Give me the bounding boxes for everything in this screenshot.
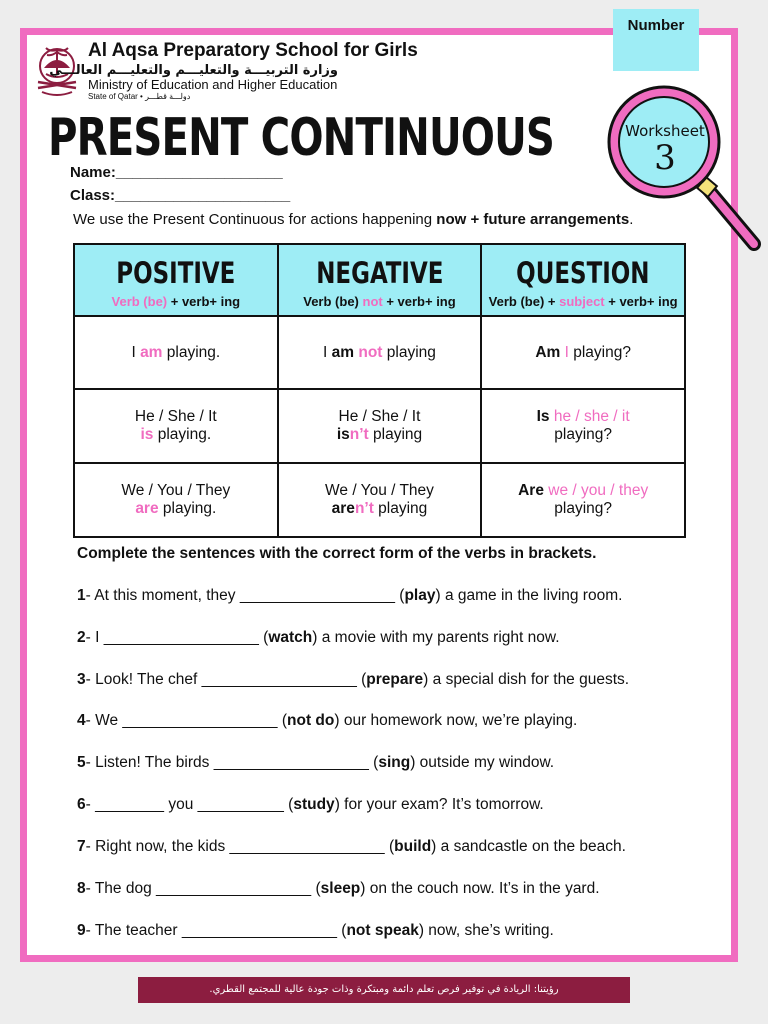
question-item[interactable] [77, 754, 554, 772]
cell-text: I [131, 343, 141, 361]
cell-text: + verb+ ing [382, 293, 456, 309]
question-text: ) for your exam? It’s tomorrow. [334, 796, 544, 813]
cell-text: playing? [554, 500, 613, 517]
question-number: 4 [77, 712, 86, 729]
school-name: Al Aqsa Preparatory School for Girls [88, 40, 418, 61]
negative-header-cell [278, 244, 482, 316]
question-text: ) a special dish for the guests. [423, 671, 630, 688]
cell-text: We / You / They [325, 482, 434, 499]
question-number: 9 [77, 922, 86, 939]
question-number: 7 [77, 838, 86, 855]
cell-text: is [336, 426, 350, 443]
cell-text: playing? [568, 343, 631, 361]
question-text: ) now, she’s writing. [418, 922, 554, 939]
cell-text: is [140, 426, 154, 443]
table-row [74, 316, 685, 389]
question-text: - I __________________ ( [85, 629, 269, 646]
cell-text: playing [373, 500, 428, 517]
question-verb: sleep [320, 880, 361, 897]
question-header-cell [481, 244, 685, 316]
question-text: ) a game in the living room. [435, 587, 623, 604]
footer-banner: رؤيتنا: الريادة في توفير فرص تعلم دائمة ومبتكرة وذات جودة عالية للمجتمع القطري. [138, 977, 630, 1003]
positive-heading: POSITIVE [116, 255, 236, 290]
number-box [613, 9, 699, 71]
question-text: - At this moment, they __________________ ( [85, 587, 405, 604]
cell-text: n’t [349, 426, 369, 443]
state-label: State of Qatar • دولـــة قطـــر [88, 92, 191, 101]
table-cell [74, 463, 278, 537]
cell-text: am [140, 343, 163, 361]
question-heading: QUESTION [516, 255, 650, 290]
table-cell [74, 389, 278, 463]
cell-text: he / she / it [549, 408, 630, 425]
cell-text: I [560, 343, 569, 361]
table-cell [481, 389, 685, 463]
cell-text: + verb+ ing [604, 293, 678, 309]
cell-text: Are [518, 482, 544, 499]
positive-header-cell [74, 244, 278, 316]
cell-text: We / You / They [121, 482, 231, 499]
question-verb: build [394, 838, 432, 855]
question-verb: sing [378, 754, 411, 771]
question-item[interactable] [77, 629, 560, 647]
question-text: ) our homework now, we’re playing. [334, 712, 578, 729]
question-verb: play [404, 587, 436, 604]
ministry-name-english: Ministry of Education and Higher Education [88, 77, 338, 92]
question-item[interactable] [77, 880, 600, 898]
question-text: - The teacher __________________ ( [85, 922, 347, 939]
table-header-row [74, 244, 685, 316]
cell-text: we / you / they [543, 482, 649, 499]
question-number: 8 [77, 880, 86, 897]
question-text: ) outside my window. [410, 754, 555, 771]
intro-text-plain: We use the Present Continuous for actions happening [73, 211, 437, 228]
question-verb: watch [268, 629, 313, 646]
question-verb: not do [287, 712, 335, 729]
cell-text: playing [368, 426, 423, 443]
question-item[interactable] [77, 838, 626, 856]
question-text: - Listen! The birds __________________ ( [85, 754, 379, 771]
question-text: - The dog __________________ ( [85, 880, 321, 897]
class-field[interactable]: Class:_____________________ [70, 187, 291, 204]
number-label: Number [627, 17, 685, 34]
question-item[interactable] [77, 922, 554, 940]
question-item[interactable] [77, 796, 544, 814]
cell-text: are [135, 500, 159, 517]
question-text: ) a movie with my parents right now. [312, 629, 560, 646]
question-rule [486, 294, 680, 309]
worksheet-title: PRESENT CONTINUOUS [48, 108, 555, 168]
ministry-name-arabic: وزارة التربيـــة والتعليـــم والتعليـــم العالـــي [49, 63, 338, 78]
question-text: ) a sandcastle on the beach. [431, 838, 626, 855]
table-cell [278, 463, 482, 537]
task-instruction: Complete the sentences with the correct form of the verbs in brackets. [77, 545, 597, 562]
grammar-table [73, 243, 686, 538]
cell-text: I [323, 343, 332, 361]
table-row [74, 463, 685, 537]
cell-text: Is [536, 408, 550, 425]
question-verb: not speak [346, 922, 419, 939]
question-number: 1 [77, 587, 86, 604]
cell-text: He / She / It [338, 408, 421, 425]
table-cell [278, 316, 482, 389]
question-text: - ________ you __________ ( [85, 796, 294, 813]
intro-text [73, 211, 633, 228]
positive-rule [79, 294, 273, 309]
cell-text: Verb (be) + [488, 293, 560, 309]
cell-text: Am [535, 343, 561, 361]
worksheet-badge-number: 3 [654, 138, 676, 178]
question-number: 3 [77, 671, 86, 688]
question-number: 5 [77, 754, 86, 771]
table-cell [481, 316, 685, 389]
worksheet-badge-label: Worksheet [625, 122, 705, 140]
cell-text: playing. [162, 343, 221, 361]
cell-text: not [362, 293, 383, 309]
question-text: - Right now, the kids __________________ ( [85, 838, 395, 855]
cell-text: playing. [158, 500, 217, 517]
table-cell [278, 389, 482, 463]
cell-text: playing [382, 343, 436, 361]
table-row [74, 389, 685, 463]
question-text: - We __________________ ( [85, 712, 288, 729]
intro-text-end: . [629, 211, 634, 228]
question-text: - Look! The chef __________________ ( [85, 671, 367, 688]
table-cell [481, 463, 685, 537]
question-item[interactable] [77, 587, 622, 605]
cell-text: Verb (be) [303, 293, 363, 309]
question-verb: prepare [366, 671, 424, 688]
cell-text: playing? [554, 426, 613, 443]
cell-text: am [331, 343, 355, 361]
cell-text: are [331, 500, 355, 517]
question-verb: study [293, 796, 335, 813]
intro-text-bold: now + future arrangements [436, 211, 630, 228]
question-item[interactable] [77, 671, 629, 689]
question-number: 2 [77, 629, 86, 646]
cell-text: + verb+ ing [167, 293, 241, 309]
question-item[interactable] [77, 712, 577, 730]
question-number: 6 [77, 796, 86, 813]
question-text: ) on the couch now. It’s in the yard. [360, 880, 600, 897]
cell-text: Verb (be) [111, 293, 168, 309]
table-cell [74, 316, 278, 389]
cell-text: not [358, 343, 383, 361]
cell-text: n’t [354, 500, 374, 517]
negative-rule [283, 294, 477, 309]
cell-text: He / She / It [134, 408, 217, 425]
name-field[interactable]: Name:____________________ [70, 164, 283, 181]
cell-text: playing. [153, 426, 212, 443]
cell-text: subject [559, 293, 605, 309]
negative-heading: NEGATIVE [315, 255, 444, 290]
